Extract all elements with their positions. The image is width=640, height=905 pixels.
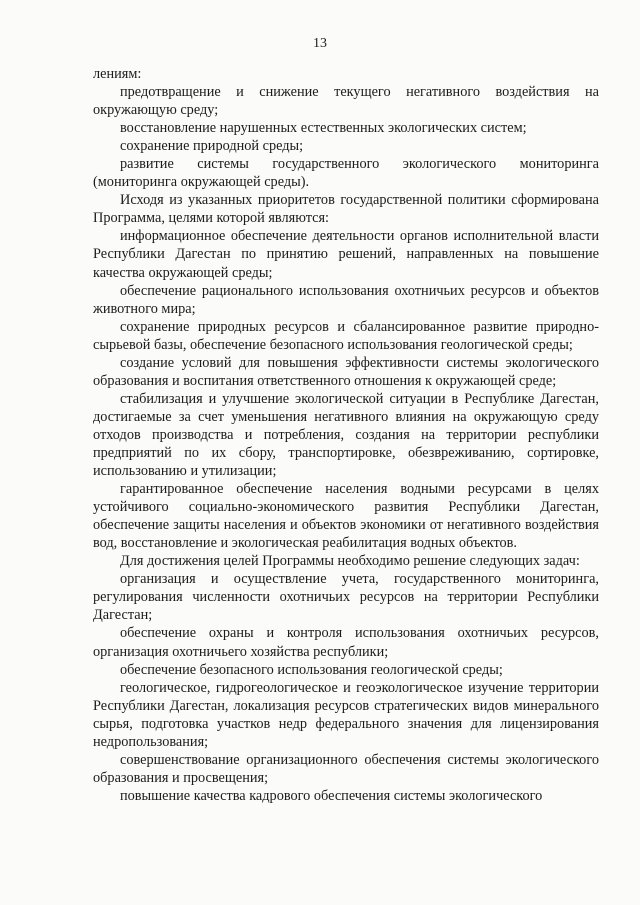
paragraph: информационное обеспечение деятельности органов исполнительной власти Республики Дагестан по принятию решений, направленных на повышение качества окружающей среды;: [93, 228, 599, 281]
paragraph: геологическое, гидрогеологическое и геоэкологическое изучение территории Республики Дагестан, локализация ресурсов стратегических видов минерального сырья, подготовка участков недр федерального значения для лицензирования недропользования;: [93, 679, 599, 750]
paragraph: предотвращение и снижение текущего негативного воздействия на окружающую среду;: [93, 84, 599, 119]
paragraph: стабилизация и улучшение экологической ситуации в Республике Дагестан, достигаемые за счет уменьшения негативного влияния на окружающую среду отходов производства и потребления, создания на территории республики предприятий по их сбору, транспортировке, обезвреживанию, сортировке, использованию и утилизации;: [93, 390, 599, 480]
paragraph: совершенствование организационного обеспечения системы экологического образования и просвещения;: [93, 751, 599, 786]
paragraph: организация и осуществление учета, государственного мониторинга, регулирования численности охотничьих ресурсов на территории Республики Дагестан;: [93, 571, 599, 624]
paragraph: развитие системы государственного экологического мониторинга (мониторинга окружающей среды).: [93, 156, 599, 191]
paragraph: восстановление нарушенных естественных экологических систем;: [120, 120, 527, 137]
paragraph: гарантированное обеспечение населения водными ресурсами в целях устойчивого социально-экономического развития Республики Дагестан, обеспечение защиты населения и объектов экономики от негативного воздействия вод, восстановление и экологическая реабилитация водных объектов.: [93, 481, 599, 552]
paragraph: Исходя из указанных приоритетов государственной политики сформирована Программа, целями которой являются:: [93, 192, 599, 227]
paragraph: создание условий для повышения эффективности системы экологического образования и воспитания ответственного отношения к окружающей среде;: [93, 354, 599, 389]
document-body: [93, 65, 599, 805]
paragraph: обеспечение охраны и контроля использования охотничьих ресурсов, организация охотничьего хозяйства республики;: [93, 625, 599, 660]
paragraph: обеспечение безопасного использования геологической среды;: [120, 661, 503, 678]
paragraph: обеспечение рационального использования охотничьих ресурсов и объектов животного мира;: [93, 282, 599, 317]
paragraph: сохранение природной среды;: [120, 138, 304, 155]
paragraph: повышение качества кадрового обеспечения системы экологического: [120, 787, 543, 804]
paragraph: Для достижения целей Программы необходимо решение следующих задач:: [120, 553, 580, 570]
paragraph: сохранение природных ресурсов и сбалансированное развитие природно-сырьевой базы, обеспечение безопасного использования геологической среды;: [93, 318, 599, 353]
paragraph-continuation: лениям:: [93, 66, 142, 82]
page-number: 13: [313, 36, 327, 51]
